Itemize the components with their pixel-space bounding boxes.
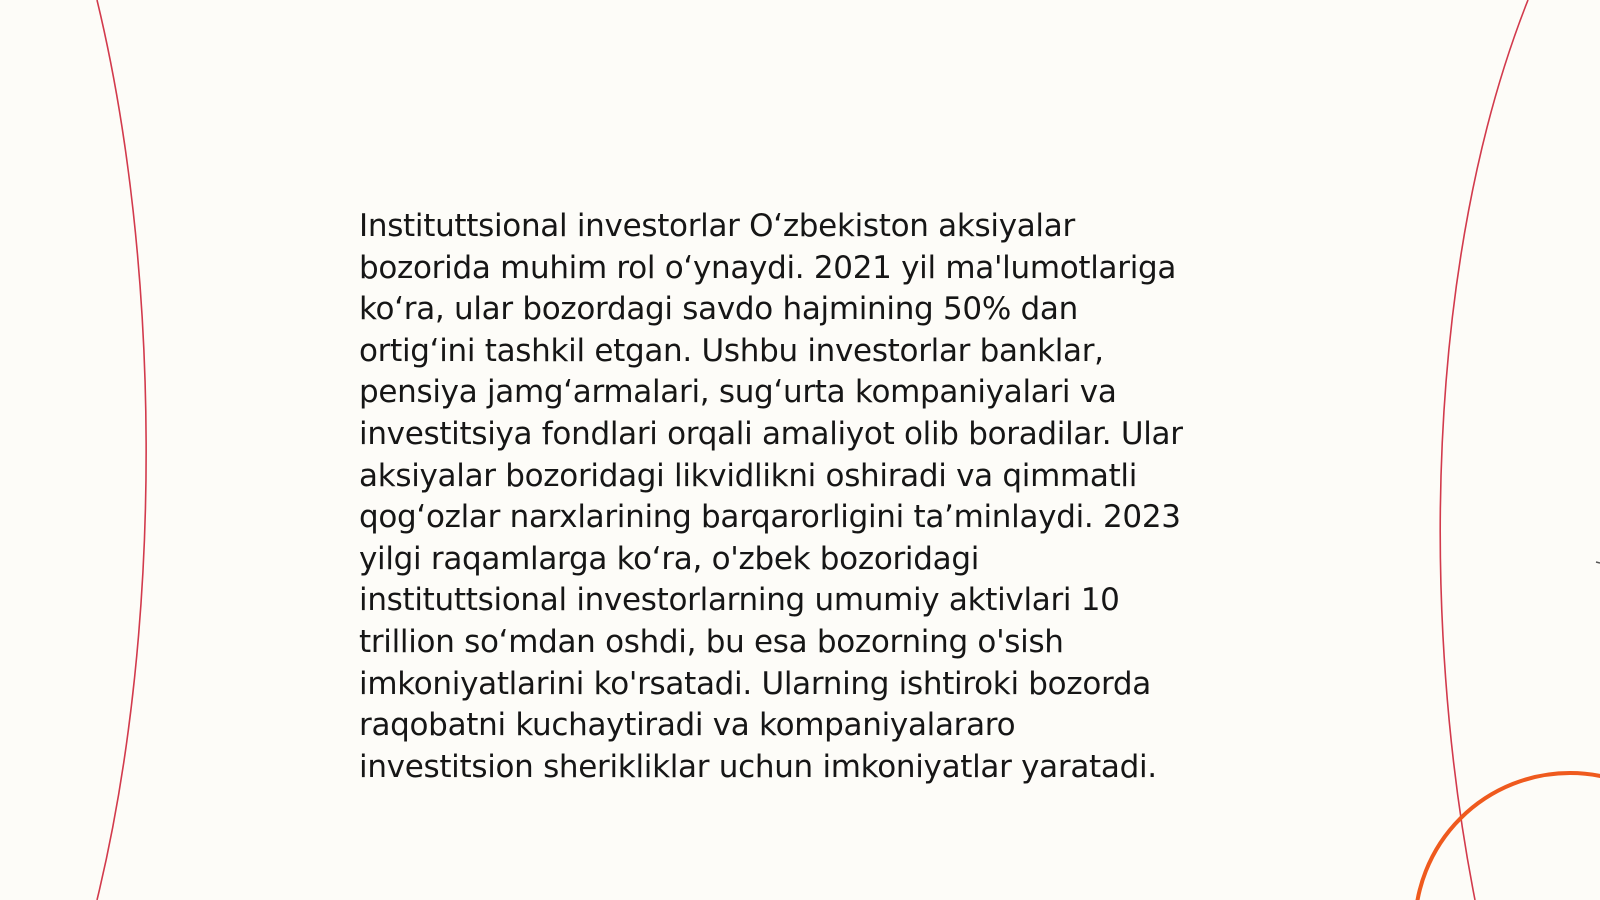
right-curve-line	[1440, 0, 1528, 900]
right-edge-mark	[1596, 562, 1600, 563]
accent-circle	[1415, 773, 1600, 900]
left-curve-line	[97, 0, 146, 900]
body-paragraph: Instituttsional investorlar O‘zbekiston aksiyalar bozorida muhim rol o‘ynaydi. 2021 yil ma'lumotlariga ko‘ra, ular bozordagi savdo hajmining 50% dan ortig‘ini tashkil etgan. Ushbu investorlar banklar, pensiya jamg‘armalari, sug‘urta kompaniyalari va investitsiya fondlari orqali amaliyot olib boradilar. Ular aksiyalar bozoridagi likvidlikni oshiradi va qimmatli qog‘ozlar narxlarining barqarorligini ta’minlaydi. 2023 yilgi raqamlarga ko‘ra, o'zbek bozoridagi instituttsional investorlarning umumiy aktivlari 10 trillion so‘mdan oshdi, bu esa bozorning o'sish imkoniyatlarini ko'rsatadi. Ularning ishtiroki bozorda raqobatni kuchaytiradi va kompaniyalararo investitsion sherikliklar uchun imkoniyatlar yaratadi.	[359, 208, 1183, 785]
